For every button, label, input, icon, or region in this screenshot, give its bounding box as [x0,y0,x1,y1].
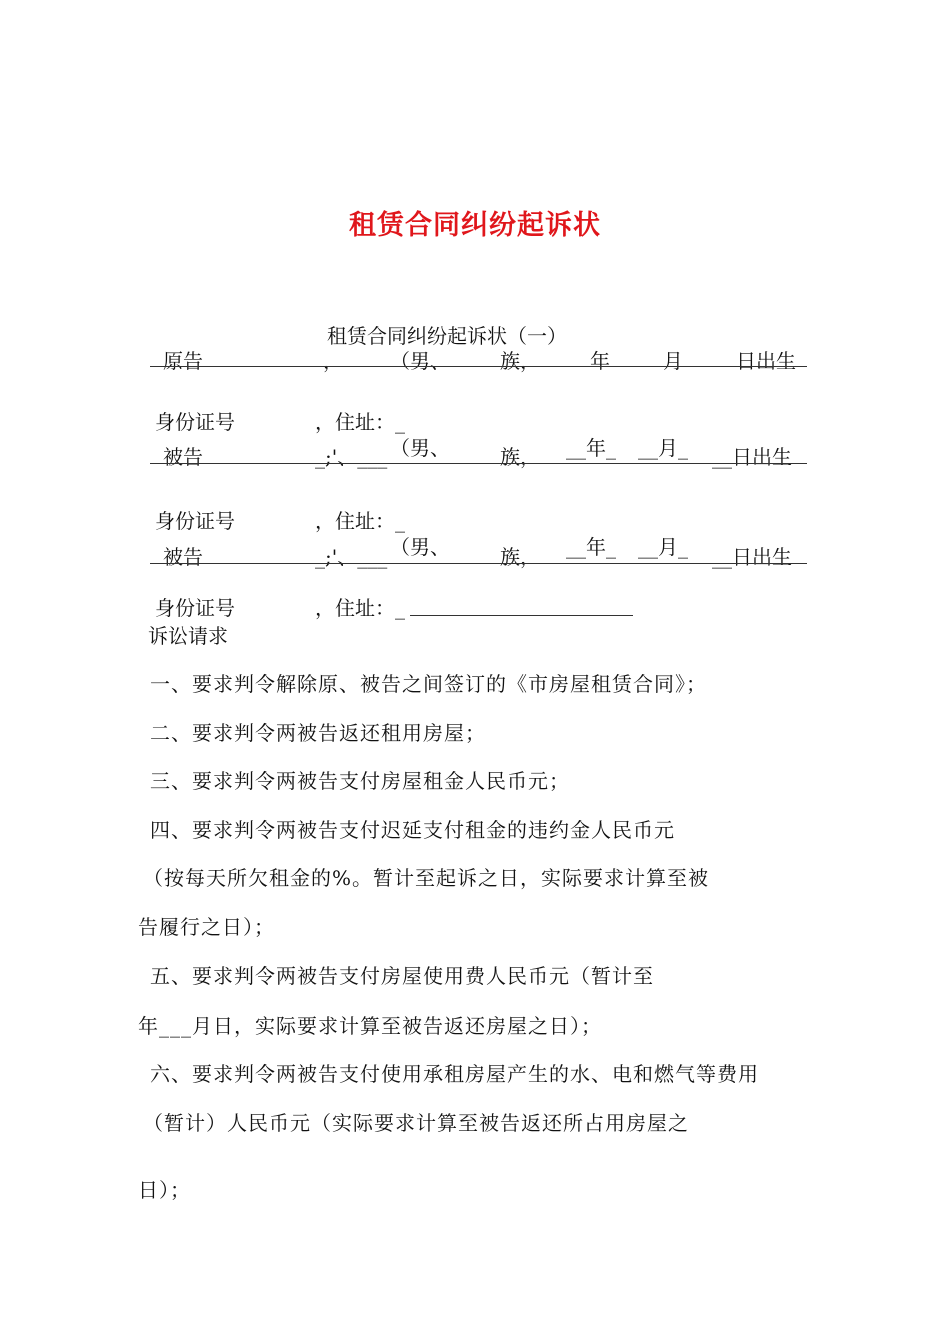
party-comma: ， [323,349,343,373]
claim-line: 告履行之日）； [138,915,275,939]
claim-line: 六、要求判令两被告支付使用承租房屋产生的水、电和燃气等费用 [150,1062,759,1086]
id-label: 身份证号 [155,596,235,620]
claim-line: 一、要求判令解除原、被告之间签订的《市房屋租赁合同》； [150,672,707,696]
claim-line: （按每天所欠租金的%。暂计至起诉之日，实际要求计算至被 [143,866,710,890]
fill-line [150,366,807,367]
party-birth: __日出生 [712,545,792,569]
claim-line: 年___月日，实际要求计算至被告返还房屋之日）； [138,1014,602,1038]
party-birth: 日出生 [736,349,796,373]
fill-line [150,463,807,464]
party-role: 原告 [163,349,203,373]
id-label: 身份证号 [155,509,235,533]
claims-heading: 诉讼请求 [148,624,228,648]
party-role: 被告 [163,545,203,569]
claim-line: 四、要求判令两被告支付迟延支付租金的违约金人民币元 [150,818,675,842]
claim-line: 日）； [138,1178,191,1202]
fill-line [150,563,807,564]
id-label: 身份证号 [155,410,235,434]
address-label: ，住址：_ [315,596,405,620]
party-gender: （男、 [390,349,450,373]
claim-line: 二、要求判令两被告返还租用房屋； [150,721,486,745]
party-month: 月 [663,349,683,373]
party-month: __月_ [638,535,688,559]
document-title: 租赁合同纠纷起诉状 [349,210,601,241]
party-month: __月_ [638,436,688,460]
party-ethnic: 族， [500,445,540,469]
claim-line: 三、要求判令两被告支付房屋租金人民币元； [150,769,570,793]
address-label: ，住址：_ [315,509,405,533]
party-comma: _;'、___ [315,545,388,569]
claim-line: 五、要求判令两被告支付房屋使用费人民币元（暂计至 [150,964,654,988]
party-ethnic: 族， [500,545,540,569]
party-role: 被告 [163,445,203,469]
party-ethnic: 族， [500,349,540,373]
claim-line: （暂计）人民币元（实际要求计算至被告返还所占用房屋之 [143,1111,689,1135]
address-label: ，住址：_ [315,410,405,434]
address-fill-line [410,615,633,616]
party-comma: _;'、___ [315,445,388,469]
document-subtitle: 租赁合同纠纷起诉状（一） [327,324,567,348]
party-gender: （男、 [390,535,450,559]
party-gender: （男、 [390,436,450,460]
party-year: __年_ [566,535,616,559]
party-year: 年 [590,349,610,373]
party-birth: __日出生 [712,445,792,469]
party-year: __年_ [566,436,616,460]
